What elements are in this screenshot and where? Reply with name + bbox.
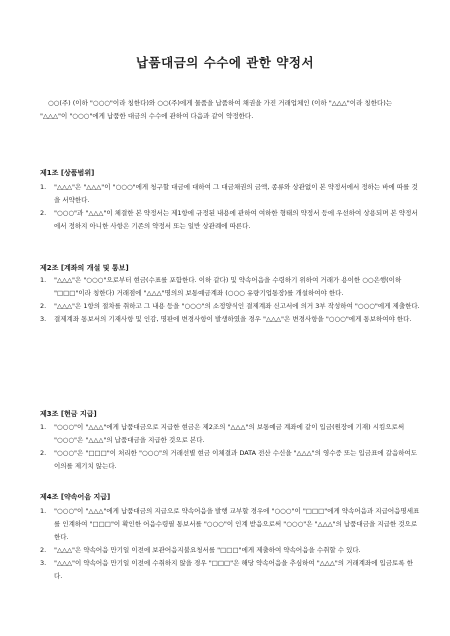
list-item [40,557,420,583]
list-item [40,505,420,544]
item-text: "○○○"과 "△△△"이 체결한 본 약정서는 제1항에 규정된 내용에 관하여 여하한 형태의 약정서 등에 우선하여 상용되며 본 약정서에서 정하지 아니한 사항은 기존의 약정서 또는 일반 상관례에 따른다. [54,209,418,230]
section-heading-4: 제4조 [약속어음 지급] [40,493,111,501]
list-item [40,447,420,473]
list-item [40,300,420,313]
item-text: "△△△"은 "△△△"이 "○○○"에게 청구할 대금에 대하여 그 대금채권의 금액, 종류와 상관없이 본 약정서에서 정하는 바에 따를 것을 서약한다. [54,183,418,204]
item-text: "△△△"은 약속어음 만기일 이전에 보관어음지불요청서를 "□□□"에게 제출하여 약속어음을 수취할 수 있다. [54,546,361,554]
item-text: "△△△"은 1항의 절차를 취하고 그 내용 등을 "○○○"의 소정양식인 결제계좌 신고서에 의거 3부 작성하여 "○○○"에게 제출한다. [54,302,420,310]
item-text: "○○○"이 "△△△"에게 납품대금의 지급으로 약속어음을 발행 교부할 경우에 "○○○"이 "□□□"에게 약속어음과 지급어음명세표를 인계하여 "□□□"이 확인한 어음수령필 통보서를 "○○○"이 인계 받음으로써 "○○○"은 "△△△"의 납품대금을 지급한 것으로 한다. [54,507,420,541]
list-item [40,181,420,207]
list-item [40,274,420,300]
section-heading-2: 제2조 [계좌의 개설 및 통보] [40,264,129,272]
document-title: 납품대금의 수수에 관한 약정서 [135,55,315,70]
item-number: 1. [40,183,47,191]
item-number: 2. [40,546,47,554]
section-3-items [40,421,420,473]
item-text: "○○○"은 "□□□"이 처리한 "○○○"의 거래선별 현금 이체결과 DATA 전산 수신을 "△△△"의 영수증 또는 입금표에 갈음하여도 이의를 제기치 않는다. [54,449,418,470]
section-4-items [40,505,420,583]
item-text: 결제계좌 통보서의 기재사항 및 인감, 명판에 변경사항이 발생하였을 경우 "△△△"은 변경사항을 "○○○"에게 통보하여야 한다. [54,315,412,323]
item-text: "△△△"이 약속어음 만기일 이전에 수취하지 않을 경우 "□□□"은 해당 약속어음을 추심하여 "△△△"의 거래계좌에 입금토록 한다. [54,559,413,580]
intro-paragraph: ○○(주) (이하 "○○○"이라 칭한다)와 ○○(주)에게 물품을 납품하여 채권을 가진 거래업체인 (이하 "△△△"이라 칭한다)는 "△△△"이 "○○○"에게 납품한 대금의 수수에 관하여 다음과 같이 약정한다. [40,99,393,120]
item-number: 1. [40,423,47,431]
section-2-items [40,274,420,326]
item-number: 2. [40,449,47,457]
list-item [40,421,420,447]
section-1-items [40,181,420,233]
item-number: 2. [40,209,47,217]
item-number: 1. [40,507,47,515]
list-item [40,313,420,326]
item-text: "○○○"이 "△△△"에게 납품대금으로 지급한 현금은 제2조의 "△△△"의 보통예금 계좌에 같이 입금(원장에 기재) 시킴으로써 "○○○"은 "△△△"의 납품대금을 지급한 것으로 본다. [54,423,405,444]
item-number: 2. [40,302,47,310]
item-number: 3. [40,559,47,567]
item-number: 1. [40,276,47,284]
section-heading-1: 제1조 [상품범위] [40,169,95,177]
list-item [40,544,420,557]
section-heading-3: 제3조 [현금 지급] [40,410,97,418]
list-item [40,207,420,233]
item-number: 3. [40,315,47,323]
item-text: "△△△"은 "○○○"으로부터 현금(수표를 포함한다. 이하 같다) 및 약속어음을 수령하기 위하여 거래가 용이한 ○○은행(이하 "□□□"이라 칭한다) 거래점에 "△△△"명의의 보통예금계좌 (○○○ 유량기업통장)를 개설하여야 한다. [54,276,402,297]
